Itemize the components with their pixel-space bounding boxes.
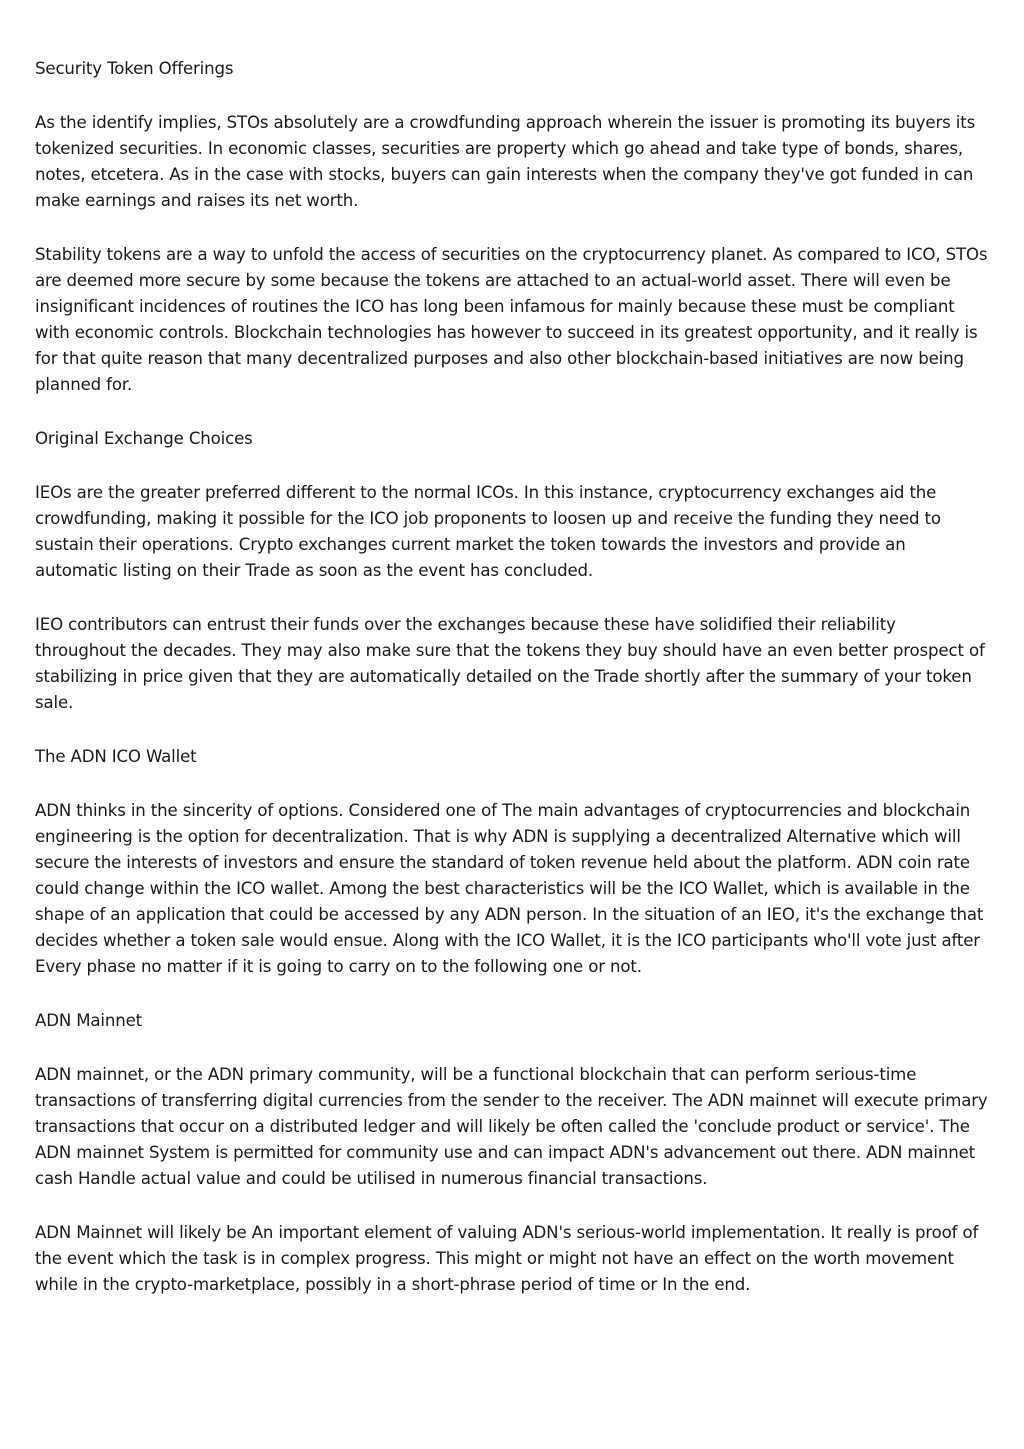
section-heading-adn-mainnet: ADN Mainnet [35,1011,143,1030]
section-heading-original-exchange-choices: Original Exchange Choices [35,429,253,448]
section-heading-security-token-offerings: Security Token Offerings [35,59,234,78]
paragraph-ieo-contributors: IEO contributors can entrust their funds over the exchanges because these have solidified their reliability throughout the decades. They may also make sure that the tokens they buy should have an even better prospect of stabilizing in price given that they are automatically detailed on the Trade shortly after the summary of your token sale. [35,615,985,712]
section-heading-adn-ico-wallet: The ADN ICO Wallet [35,747,197,766]
paragraph-adn-mainnet-intro: ADN mainnet, or the ADN primary community, will be a functional blockchain that can perform serious-time transactions of transferring digital currencies from the sender to the receiver. The ADN mainnet will execute primary transactions that occur on a distributed ledger and will likely be often called the 'conclude product or service'. The ADN mainnet System is permitted for community use and can impact ADN's advancement out there. ADN mainnet cash Handle actual value and could be utilised in numerous financial transactions. [35,1065,988,1188]
paragraph-adn-mainnet-value: ADN Mainnet will likely be An important element of valuing ADN's serious-world implementation. It really is proof of the event which the task is in complex progress. This might or might not have an effect on the worth movement while in the crypto-marketplace, possibly in a short-phrase period of time or In the end. [35,1223,979,1294]
paragraph-adn-ico-wallet: ADN thinks in the sincerity of options. Considered one of The main advantages of cryptocurrencies and blockchain engineering is the option for decentralization. That is why ADN is supplying a decentralized Alternative which will secure the interests of investors and ensure the standard of token revenue held about the platform. ADN coin rate could change within the ICO wallet. Among the best characteristics will be the ICO Wallet, which is available in the shape of an application that could be accessed by any ADN person. In the situation of an IEO, it's the exchange that decides whether a token sale would ensue. Along with the ICO Wallet, it is the ICO participants who'll vote just after Every phase no matter if it is going to carry on to the following one or not. [35,801,984,976]
paragraph-stability-tokens: Stability tokens are a way to unfold the access of securities on the cryptocurrency planet. As compared to ICO, STOs are deemed more secure by some because the tokens are attached to an actual-world asset. There will even be insignificant incidences of routines the ICO has long been infamous for mainly because these must be compliant with economic controls. Blockchain technologies has however to succeed in its greatest opportunity, and it really is for that quite reason that many decentralized purposes and also other blockchain-based initiatives are now being planned for. [35,245,988,394]
paragraph-sto-intro: As the identify implies, STOs absolutely are a crowdfunding approach wherein the issuer is promoting its buyers its tokenized securities. In economic classes, securities are property which go ahead and take type of bonds, shares, notes, etcetera. As in the case with stocks, buyers can gain interests when the company they've got funded in can make earnings and raises its net worth. [35,113,976,210]
paragraph-ieo-intro: IEOs are the greater preferred different to the normal ICOs. In this instance, cryptocurrency exchanges aid the crowdfunding, making it possible for the ICO job proponents to loosen up and receive the funding they need to sustain their operations. Crypto exchanges current market the token towards the investors and provide an automatic listing on their Trade as soon as the event has concluded. [35,483,941,580]
